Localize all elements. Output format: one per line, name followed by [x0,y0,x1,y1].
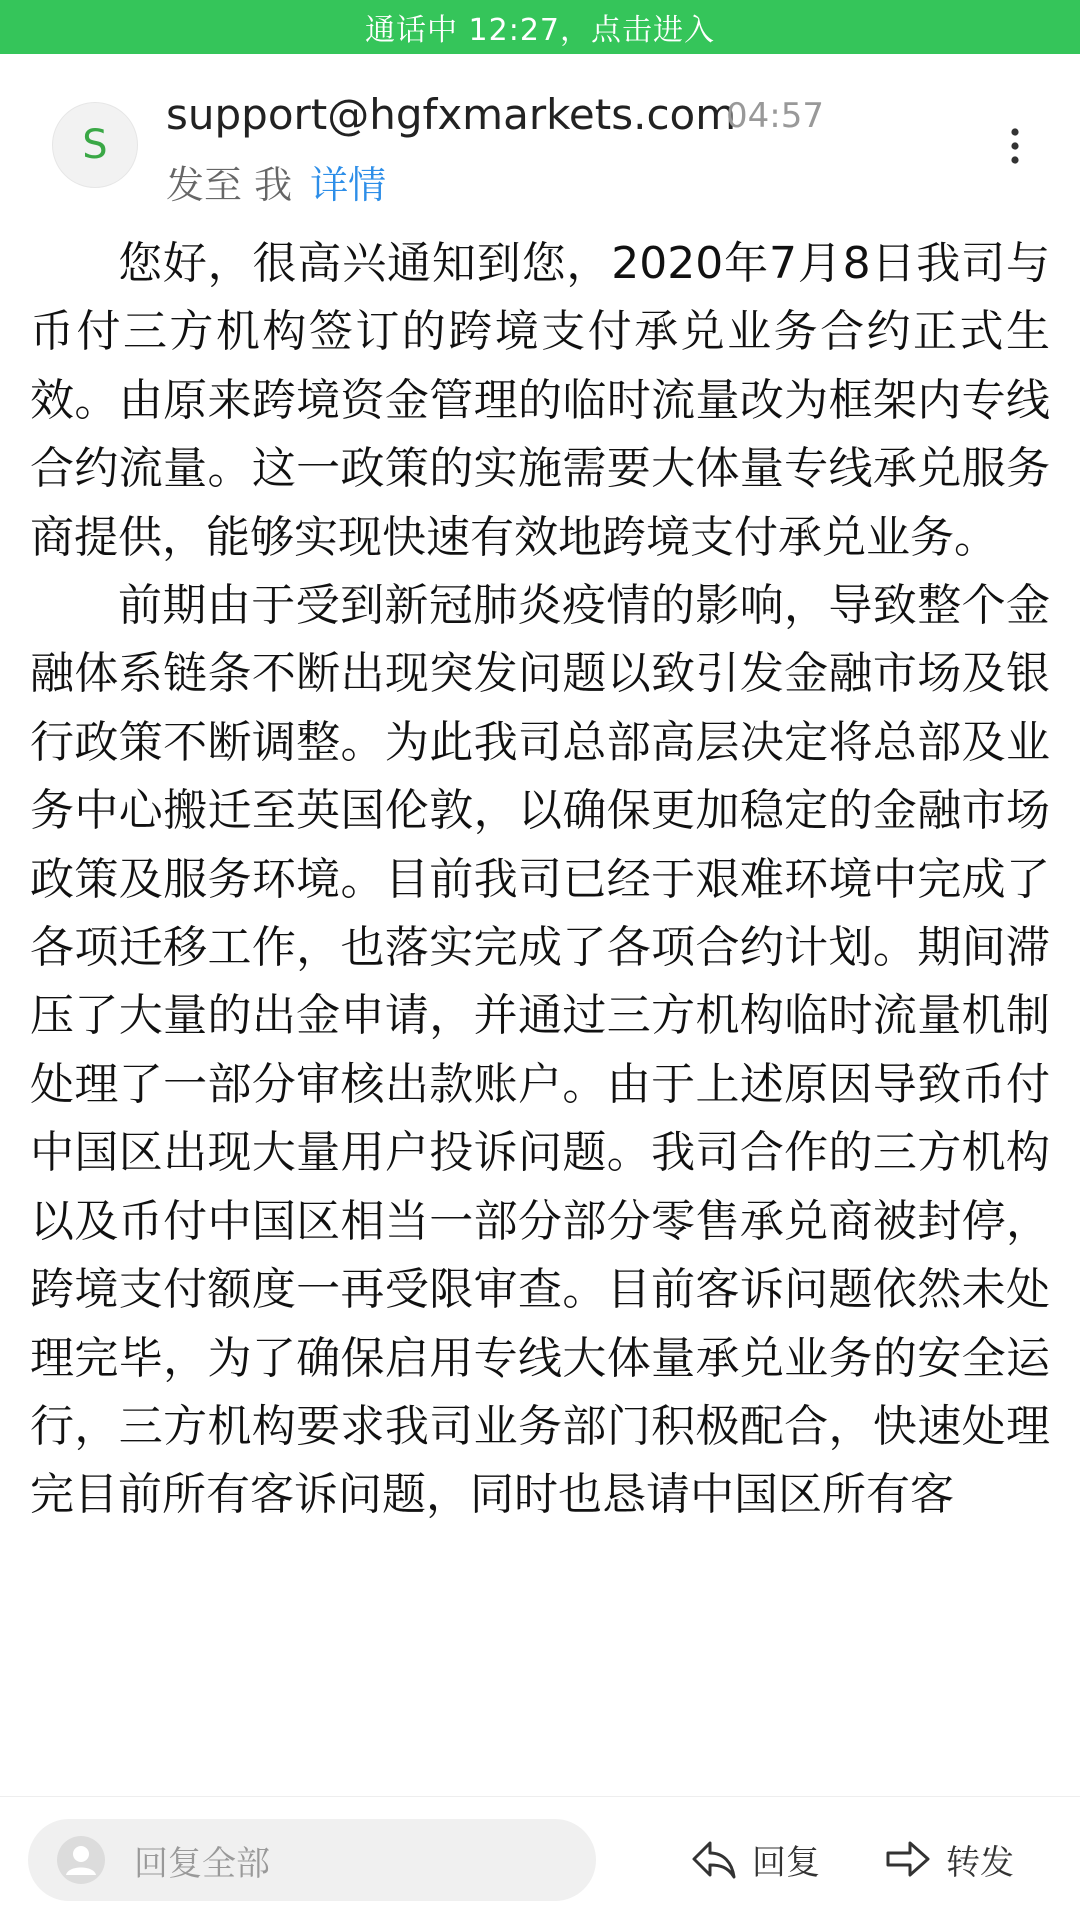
call-status-text: 通话中 12:27，点击进入 [365,13,715,48]
recipient-label: 发至 我 [166,163,293,207]
email-header [0,54,1080,230]
reply-all-button[interactable] [28,1819,596,1901]
user-icon [56,1835,106,1885]
forward-icon [884,1837,932,1881]
reply-label: 回复 [752,1842,820,1883]
forward-button[interactable] [884,1827,1014,1891]
reply-button[interactable] [690,1827,820,1891]
call-status-bar[interactable] [0,0,1080,54]
body-paragraph-1: 您好，很高兴通知到您，2020年7月8日我司与币付三方机构签订的跨境支付承兑业务合约正式生效。由原来跨境资金管理的临时流量改为框架内专线合约流量。这一政策的实施需要大体量专线承兑服务商提供，能够实现快速有效地跨境支付承兑业务。 [30,238,1050,563]
sender-address[interactable]: support@hgfxmarkets.com [166,90,737,139]
reply-icon [690,1837,738,1881]
reply-all-label: 回复全部 [134,1843,270,1884]
bottom-action-bar [0,1796,1080,1921]
avatar-letter: S [82,122,108,168]
more-vertical-icon[interactable] [1000,126,1030,166]
sender-avatar[interactable] [52,102,138,188]
details-link[interactable]: 详情 [310,163,387,207]
forward-label: 转发 [946,1842,1014,1883]
body-paragraph-2: 前期由于受到新冠肺炎疫情的影响，导致整个金融体系链条不断出现突发问题以致引发金融市场及银行政策不断调整。为此我司总部高层决定将总部及业务中心搬迁至英国伦敦，以确保更加稳定的金融市场政策及服务环境。目前我司已经于艰难环境中完成了各项迁移工作，也落实完成了各项合约计划。期间滞压了大量的出金申请，并通过三方机构临时流量机制处理了一部分审核出款账户。由于上述原因导致币付中国区出现大量用户投诉问题。我司合作的三方机构以及币付中国区相当一部分部分零售承兑商被封停，跨境支付额度一再受限审查。目前客诉问题依然未处理完毕，为了确保启用专线大体量承兑业务的安全运行，三方机构要求我司业务部门积极配合，快速处理完目前所有客诉问题，同时也恳请中国区所有客 [30,580,1050,1521]
email-time: 04:57 [726,96,824,136]
recipient-line [166,154,386,209]
email-body [30,230,1050,1790]
